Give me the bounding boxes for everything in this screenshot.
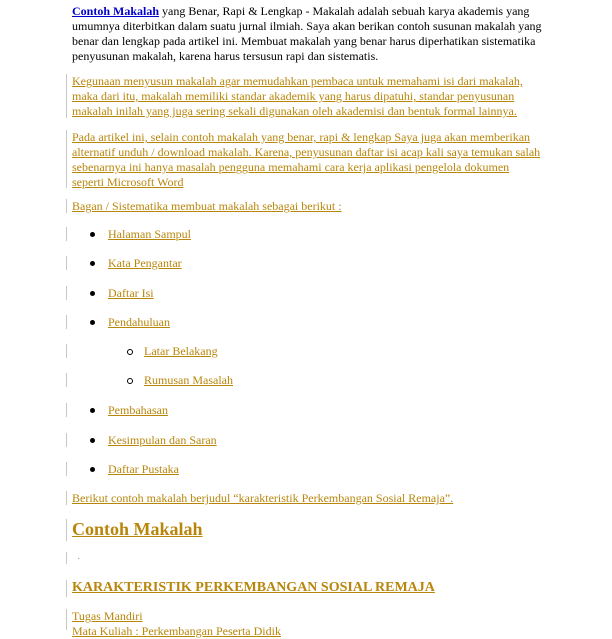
- intro-text: yang Benar, Rapi & Lengkap - Makalah adalah sebuah karya akademis yang umumnya diterbitkan dalam suatu jurnal ilmiah. Saya akan berikan contoh susunan makalah yang benar dan lengkap pada artikel ini. Membuat makalah yang benar harus diperhatikan sistematika penyusunan makalah, karena harus tersusun rapi dan sistematis.: [72, 4, 542, 63]
- quote-bar: [66, 130, 67, 188]
- list-heading[interactable]: Bagan / Sistematika membuat makalah sebagai berikut :: [72, 199, 342, 213]
- bullet-icon: [90, 408, 95, 413]
- list-item-pembahasan[interactable]: Pembahasan: [108, 403, 168, 417]
- quote-bar: [66, 373, 67, 387]
- list-item-rumusan-masalah[interactable]: Rumusan Masalah: [144, 373, 233, 387]
- paper-title[interactable]: KARAKTERISTIK PERKEMBANGAN SOSIAL REMAJA: [72, 580, 435, 595]
- bullet-icon: [90, 291, 95, 296]
- mata-kuliah-text[interactable]: Mata Kuliah : Perkembangan Peserta Didik: [72, 624, 281, 638]
- quote-bar: [66, 74, 67, 118]
- bullet-icon: [90, 232, 95, 237]
- paragraph-kegunaan[interactable]: Kegunaan menyusun makalah agar memudahkan pembaca untuk memahami isi dari makalah, maka dari itu, makalah memiliki standar akademik yang harus dipatuhi, standar penyusunan makalah inilah yang juga sering sekali digunakan oleh akademisi dan bentuk formal lainnya.: [72, 74, 523, 118]
- quote-bar: [66, 286, 67, 300]
- list-item-halaman-sampul[interactable]: Halaman Sampul: [108, 227, 191, 241]
- quote-bar: [66, 403, 67, 417]
- section-heading[interactable]: Contoh Makalah: [72, 519, 203, 539]
- quote-bar: [66, 315, 67, 329]
- intro-paragraph: [72, 4, 542, 64]
- circle-bullet-icon: [127, 378, 133, 384]
- closing-paragraph[interactable]: Berikut contoh makalah berjudul “karakteristik Perkembangan Sosial Remaja”.: [72, 491, 454, 505]
- bullet-icon: [90, 320, 95, 325]
- paragraph-artikel[interactable]: Pada artikel ini, selain contoh makalah yang benar, rapi & lengkap Saya juga akan memberikan alternatif unduh / download makalah. Karena, penyusunan daftar isi acap kali saya temukan salah sebenarnya ini hanya masalah pengguna memahami cara kerja aplikasi pengelola dokumen seperti Microsoft Word: [72, 130, 541, 189]
- small-dot-icon: ·: [77, 554, 81, 565]
- quote-bar: [66, 344, 67, 358]
- bullet-icon: [90, 438, 95, 443]
- list-item-kata-pengantar[interactable]: Kata Pengantar: [108, 256, 182, 270]
- quote-bar: [66, 433, 67, 447]
- list-item-pendahuluan[interactable]: Pendahuluan: [108, 315, 170, 329]
- circle-bullet-icon: [127, 349, 133, 355]
- bullet-icon: [90, 467, 95, 472]
- tugas-mandiri-text[interactable]: Tugas Mandiri: [72, 609, 143, 623]
- list-item-latar-belakang[interactable]: Latar Belakang: [144, 344, 218, 358]
- list-item-kesimpulan-saran[interactable]: Kesimpulan dan Saran: [108, 433, 217, 447]
- quote-bar: [66, 609, 67, 630]
- list-item-daftar-pustaka[interactable]: Daftar Pustaka: [108, 462, 179, 476]
- quote-bar: [66, 256, 67, 270]
- quote-bar: [66, 552, 67, 564]
- quote-bar: [66, 199, 67, 213]
- quote-bar: [66, 462, 67, 476]
- quote-bar: [66, 519, 67, 541]
- quote-bar: [66, 580, 67, 597]
- bullet-icon: [90, 261, 95, 266]
- quote-bar: [66, 227, 67, 241]
- list-item-daftar-isi[interactable]: Daftar Isi: [108, 286, 154, 300]
- quote-bar: [66, 491, 67, 505]
- contoh-makalah-link[interactable]: Contoh Makalah: [72, 4, 160, 18]
